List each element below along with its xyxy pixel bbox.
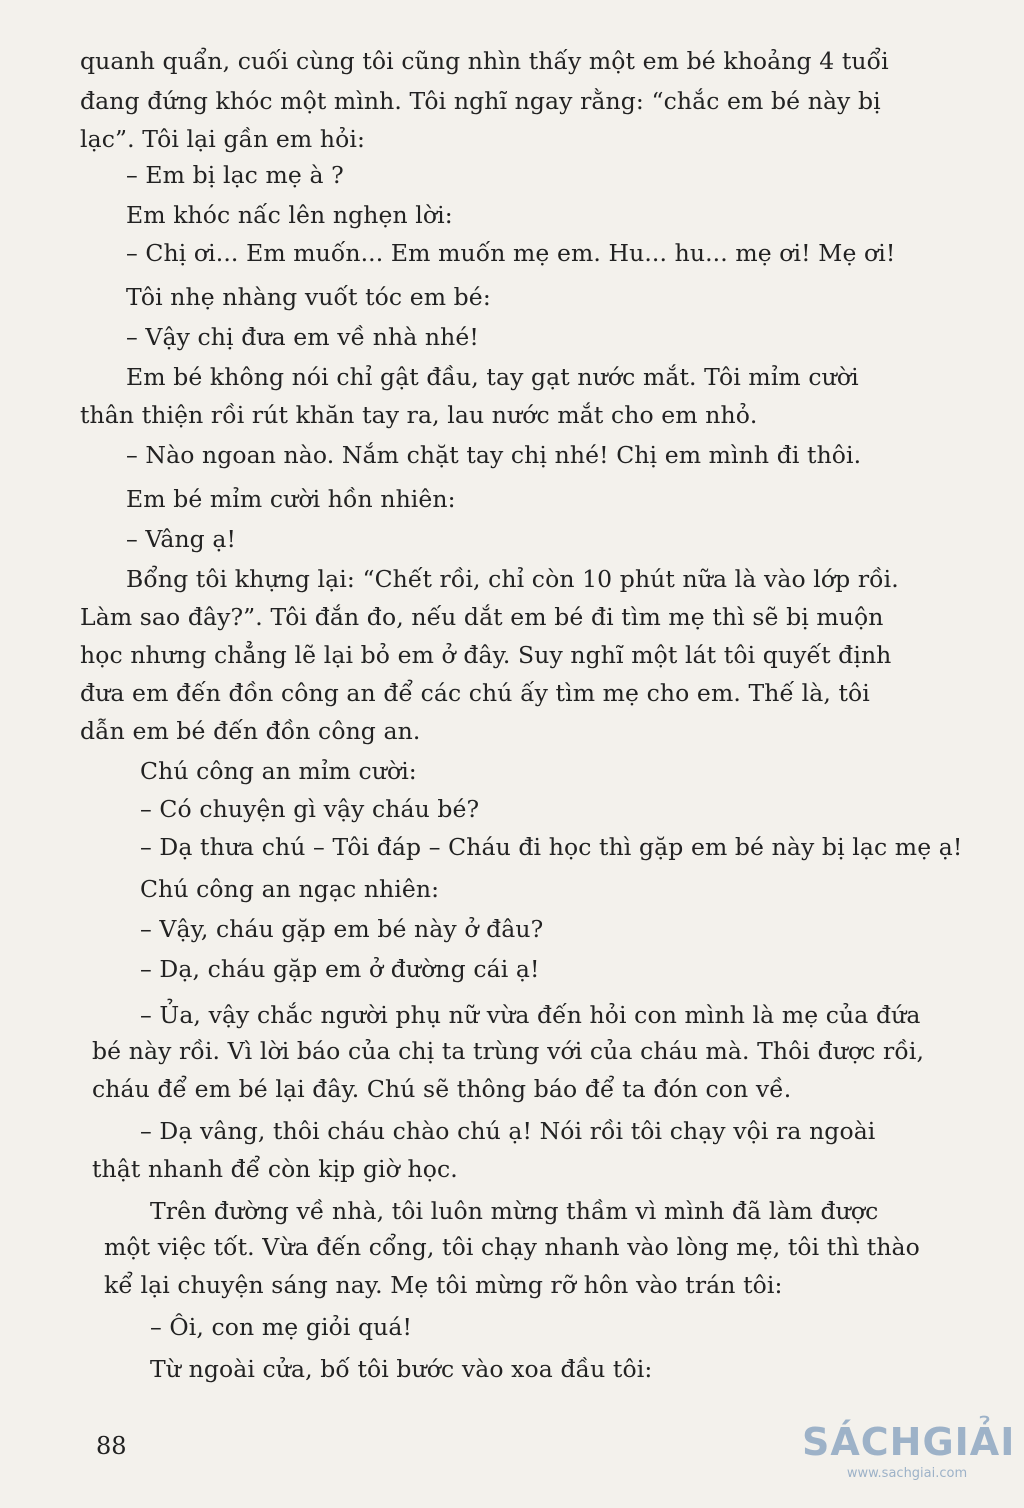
text-line: – Vậy, cháu gặp em bé này ở đâu? — [140, 915, 544, 943]
text-line: bé này rồi. Vì lời báo của chị ta trùng với của cháu mà. Thôi được rồi, — [92, 1037, 925, 1065]
text-line: thật nhanh để còn kịp giờ học. — [92, 1155, 458, 1183]
text-line: – Dạ vâng, thôi cháu chào chú ạ! Nói rồi tôi chạy vội ra ngoài — [140, 1117, 876, 1145]
text-line: một việc tốt. Vừa đến cổng, tôi chạy nhanh vào lòng mẹ, tôi thì thào — [104, 1233, 920, 1261]
text-line: cháu để em bé lại đây. Chú sẽ thông báo để ta đón con về. — [92, 1075, 792, 1103]
text-line: đưa em đến đồn công an để các chú ấy tìm mẹ cho em. Thế là, tôi — [80, 679, 870, 707]
text-line: Chú công an mỉm cười: — [140, 757, 417, 785]
text-line: Tôi nhẹ nhàng vuốt tóc em bé: — [126, 283, 491, 311]
text-line: – Dạ, cháu gặp em ở đường cái ạ! — [140, 955, 540, 983]
text-line: – Vậy chị đưa em về nhà nhé! — [126, 323, 479, 351]
text-line: quanh quẩn, cuối cùng tôi cũng nhìn thấy một em bé khoảng 4 tuổi — [80, 47, 889, 75]
text-line: – Nào ngoan nào. Nắm chặt tay chị nhé! Chị em mình đi thôi. — [126, 441, 862, 469]
text-line: – Em bị lạc mẹ à ? — [126, 161, 344, 189]
text-line: Em bé không nói chỉ gật đầu, tay gạt nước mắt. Tôi mỉm cười — [126, 363, 859, 391]
text-line: kể lại chuyện sáng nay. Mẹ tôi mừng rỡ hôn vào trán tôi: — [104, 1271, 783, 1299]
text-line: Bổng tôi khựng lại: “Chết rồi, chỉ còn 10 phút nữa là vào lớp rồi. — [126, 565, 899, 593]
page-number: 88 — [96, 1432, 127, 1460]
text-line: lạc”. Tôi lại gần em hỏi: — [80, 125, 365, 153]
text-line: Em bé mỉm cười hồn nhiên: — [126, 485, 456, 513]
text-line: thân thiện rồi rút khăn tay ra, lau nước mắt cho em nhỏ. — [80, 401, 758, 429]
text-line: – Ủa, vậy chắc người phụ nữ vừa đến hỏi con mình là mẹ của đứa — [140, 1001, 921, 1029]
watermark — [802, 1420, 1016, 1481]
text-line: – Ôi, con mẹ giỏi quá! — [150, 1313, 413, 1341]
text-line: Trên đường về nhà, tôi luôn mừng thầm vì mình đã làm được — [150, 1197, 879, 1225]
text-line: học nhưng chẳng lẽ lại bỏ em ở đây. Suy nghĩ một lát tôi quyết định — [80, 641, 892, 669]
text-line: đang đứng khóc một mình. Tôi nghĩ ngay rằng: “chắc em bé này bị — [80, 87, 881, 115]
watermark-url: www.sachgiai.com — [846, 1466, 968, 1481]
text-line: Em khóc nấc lên nghẹn lời: — [126, 201, 453, 229]
text-line: dẫn em bé đến đồn công an. — [80, 717, 421, 745]
text-line: – Dạ thưa chú – Tôi đáp – Cháu đi học thì gặp em bé này bị lạc mẹ ạ! — [140, 833, 963, 861]
text-line: – Có chuyện gì vậy cháu bé? — [140, 795, 480, 823]
text-line: Làm sao đây?”. Tôi đắn đo, nếu dắt em bé đi tìm mẹ thì sẽ bị muộn — [80, 603, 884, 631]
text-line: Từ ngoài cửa, bố tôi bước vào xoa đầu tôi: — [150, 1355, 653, 1383]
text-line: – Chị ơi... Em muốn... Em muốn mẹ em. Hu... hu... mẹ ơi! Mẹ ơi! — [126, 239, 896, 267]
watermark-logo: SÁCHGIẢI — [802, 1420, 1016, 1464]
text-line: Chú công an ngạc nhiên: — [140, 875, 440, 903]
text-line: – Vâng ạ! — [126, 525, 237, 553]
